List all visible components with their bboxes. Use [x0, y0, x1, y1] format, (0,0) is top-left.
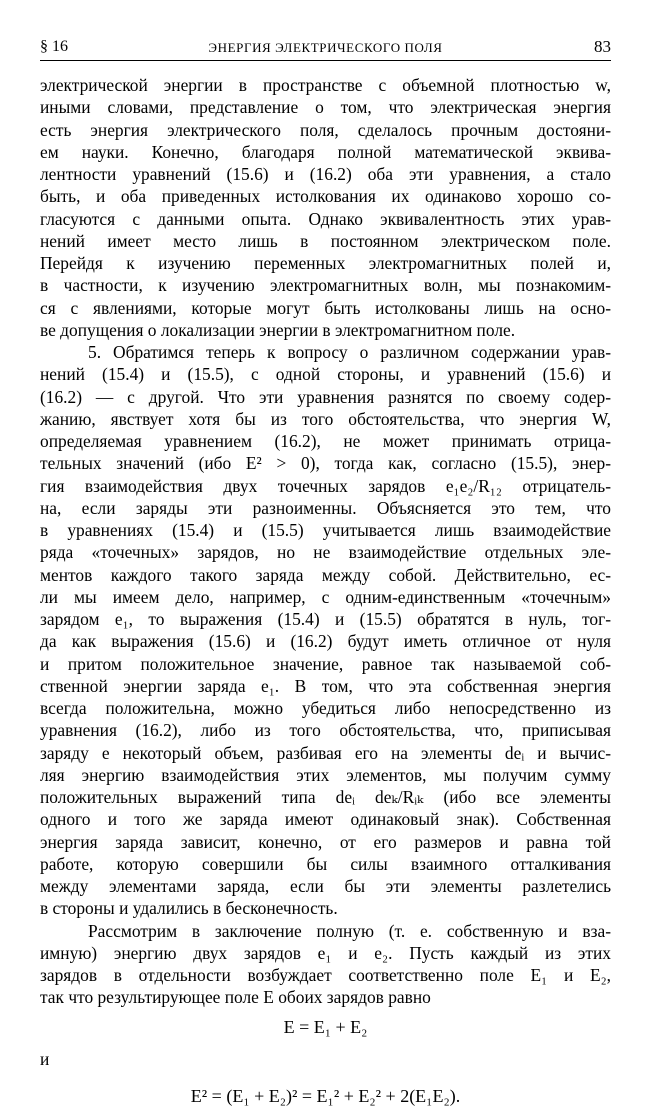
text-line: электрической энергии в пространстве с объемной плотностью w, [40, 75, 611, 95]
text-line: так что результирующее поле E обоих зарядов равно [40, 987, 431, 1008]
text-line: ляя энергию взаимодействия этих элементов, мы получим сумму [40, 764, 611, 785]
running-header [40, 34, 611, 61]
text-line: Перейдя к изучению переменных электромагнитных полей и, [40, 253, 611, 273]
equation-field-sum: E = E₁ + E₂ [283, 1016, 368, 1037]
text-line: положительных выражений типа deᵢ deₖ/Rᵢₖ (ибо все элементы [40, 787, 611, 807]
equation-field-square: E² = (E₁ + E₂)² = E₁² + E₂² + 2(E₁E₂). [190, 1085, 461, 1106]
text-line: жанию, явствует хотя бы из того обстоятельства, что энергия W, [40, 408, 611, 429]
text-line: гия взаимодействия двух точечных зарядов e₁e₂/R₁₂ отрицатель- [40, 475, 611, 496]
text-line: уравнения (16.2), либо из того обстоятельства, что, приписывая [40, 720, 611, 741]
text-line: ве допущения о локализации энергии в электромагнитном поле. [40, 319, 516, 340]
text-line: лентности уравнений (15.6) и (16.2) оба эти уравнения, а стало [40, 164, 611, 184]
page-number: 83 [594, 37, 611, 56]
text-line: и притом положительное значение, равное так называемой соб- [40, 653, 611, 674]
text-line: 5. Обратимся теперь к вопросу о различном содержании урав- [88, 342, 611, 362]
text-line: ряда «точечных» зарядов, но не взаимодействие отдельных эле- [40, 542, 611, 563]
text-line: ментов каждого такого заряда между собой. Действительно, ес- [40, 564, 611, 585]
text-line: в уравнениях (15.4) и (15.5) учитывается лишь взаимодействие [40, 520, 611, 540]
text-line: тельных значений (ибо E² > 0), тогда как, согласно (15.5), энер- [40, 453, 611, 474]
text-line: определяемая уравнением (16.2), не может принимать отрица- [40, 431, 611, 451]
section-number: § 16 [40, 38, 68, 55]
text-line: зарядов в отдельности возбуждает соответственно поле E₁ и E₂, [40, 965, 611, 985]
text-line: ственной энергии заряда e₁. В том, что эта собственная энергия [40, 675, 611, 696]
chapter-title: ЭНЕРГИЯ ЭЛЕКТРИЧЕСКОГО ПОЛЯ [208, 40, 443, 55]
text-line: да как выражения (15.6) и (16.2) будут иметь отличное от нуля [40, 631, 611, 652]
text-line: заряду e некоторый объем, разбивая его на элементы deᵢ и вычис- [40, 742, 611, 763]
text-line: одного и того же заряда имеют одинаковый знак). Собственная [40, 809, 611, 830]
text-line: на, если заряды эти разноименны. Объясняется это тем, что [40, 497, 611, 518]
page-body [40, 74, 611, 1119]
text-line: имную) энергию двух зарядов e₁ и e₂. Пусть каждый из этих [40, 942, 611, 963]
text-line: гласуются с данными опыта. Однако эквивалентность этих урав- [40, 208, 611, 229]
text-line: быть, и оба приведенных истолкования их одинаково хорошо со- [40, 186, 611, 207]
text-line: есть энергия электрического поля, сделалось прочным достояни- [40, 119, 611, 140]
conjunction-text: и [40, 1048, 50, 1069]
text-line: нений имеет место лишь в постоянном электрическом поле. [40, 230, 611, 251]
text-line: между элементами заряда, если бы эти элементы разлетелись [40, 876, 611, 896]
text-line: нений (15.4) и (15.5), с одной стороны, и уравнений (15.6) и [40, 364, 611, 385]
text-line: в частности, к изучению электромагнитных волн, мы познакомим- [40, 275, 611, 296]
text-line: (16.2) — с другой. Что эти уравнения разнятся по своему содер- [40, 386, 611, 407]
text-line: ся с явлениями, которые могут быть истолкованы лишь на осно- [40, 297, 611, 318]
text-line: всегда положительна, можно убедиться либо непосредственно из [40, 698, 611, 718]
text-line: энергия заряда зависит, конечно, от его размеров и равна той [40, 831, 611, 852]
text-line: работе, которую совершили бы силы взаимного отталкивания [40, 853, 611, 874]
text-line: в стороны и удалились в бесконечность. [40, 898, 338, 919]
text-line: ли мы имеем дело, например, с одним-единственным «точечным» [40, 586, 611, 607]
text-line: зарядом e₁, то выражения (15.4) и (15.5) обратятся в нуль, тог- [40, 609, 611, 629]
text-line: иными словами, представление о том, что электрическая энергия [40, 97, 611, 118]
text-line: ем науки. Конечно, благодаря полной математической эквива- [40, 141, 611, 162]
text-line: Рассмотрим в заключение полную (т. е. собственную и вза- [88, 920, 611, 941]
